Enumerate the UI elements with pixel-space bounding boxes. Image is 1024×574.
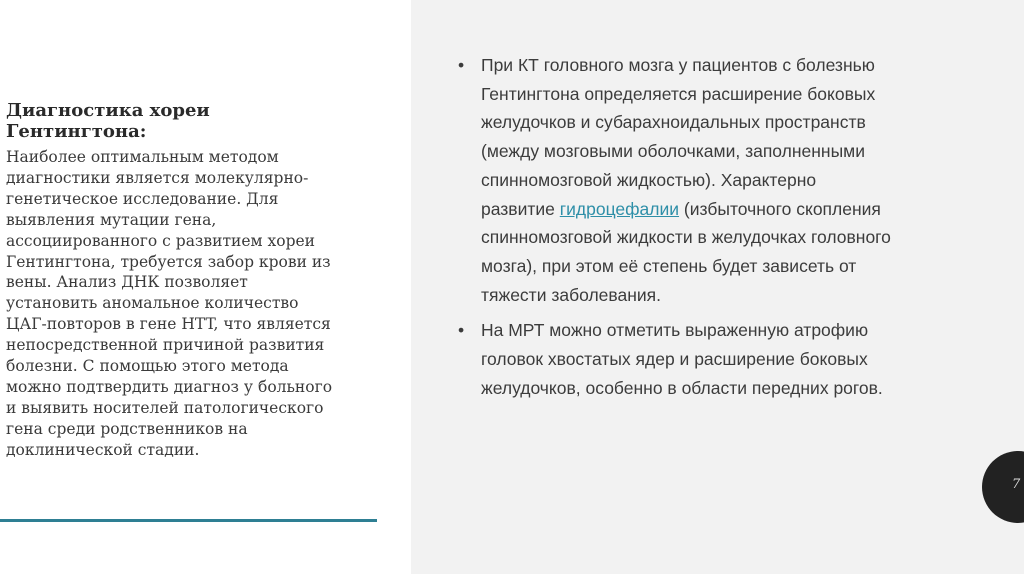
bullet-icon: • [458, 320, 465, 341]
text-line: тяжести заболевания. [481, 284, 662, 305]
body-line: болезни. С помощью этого метода [6, 357, 289, 376]
text-line: Гентингтона определяется расширение боковых [481, 83, 876, 104]
text-line [481, 195, 891, 224]
text-line: желудочков и субарахноидальных пространств [481, 112, 866, 133]
text-line: головок хвостатых ядер и расширение боковых [481, 349, 868, 370]
body-line: ЦАГ-повторов в гене HTT, что является [6, 315, 331, 334]
title-line: Диагностика хореи [6, 100, 210, 121]
text-line: мозга), при этом её степень будет зависеть от [481, 255, 857, 276]
text-line: На МРТ можно отметить выраженную атрофию [481, 320, 869, 341]
body-line: непосредственной причиной развития [6, 336, 325, 355]
body-line: вены. Анализ ДНК позволяет [6, 273, 248, 292]
bullet-list [458, 51, 891, 409]
body-line: генетическое исследование. Для [6, 189, 279, 208]
body-line: и выявить носителей патологического [6, 398, 324, 417]
hydrocephalus-link[interactable]: гидроцефалии [559, 198, 680, 219]
text-line: (между мозговыми оболочками, заполненными [481, 141, 865, 162]
body-line: диагностики является молекулярно- [6, 168, 309, 187]
left-panel [0, 0, 411, 574]
slide-title [6, 100, 210, 142]
body-line: установить аномальное количество [6, 294, 299, 313]
text-line: желудочков, особенно в области передних рогов. [481, 377, 883, 398]
text-line: спинномозговой жидкостью). Характерно [481, 169, 817, 190]
body-line: гена среди родственников на [6, 419, 248, 438]
text-segment: развитие [481, 198, 560, 219]
bullet-item-ct [458, 51, 891, 309]
body-line: можно подтвердить диагноз у больного [6, 377, 333, 396]
page-number: 7 [1012, 477, 1021, 492]
body-line: доклинической стадии. [6, 440, 200, 459]
text-line: спинномозговой жидкости в желудочках головного [481, 227, 891, 248]
body-line: Наиболее оптимальным методом [6, 148, 279, 166]
title-line: Гентингтона: [6, 121, 147, 142]
body-line: выявления мутации гена, [6, 210, 217, 229]
body-line: ассоциированного с развитием хореи [6, 231, 316, 250]
body-line: Гентингтона, требуется забор крови из [6, 252, 331, 271]
bullet-item-mri [458, 316, 891, 402]
bullet-icon: • [458, 55, 465, 75]
text-line: При КТ головного мозга у пациентов с болезнью [481, 55, 875, 75]
accent-divider [0, 519, 377, 522]
left-body-text [6, 147, 332, 461]
text-segment: (избыточного скопления [679, 198, 881, 219]
